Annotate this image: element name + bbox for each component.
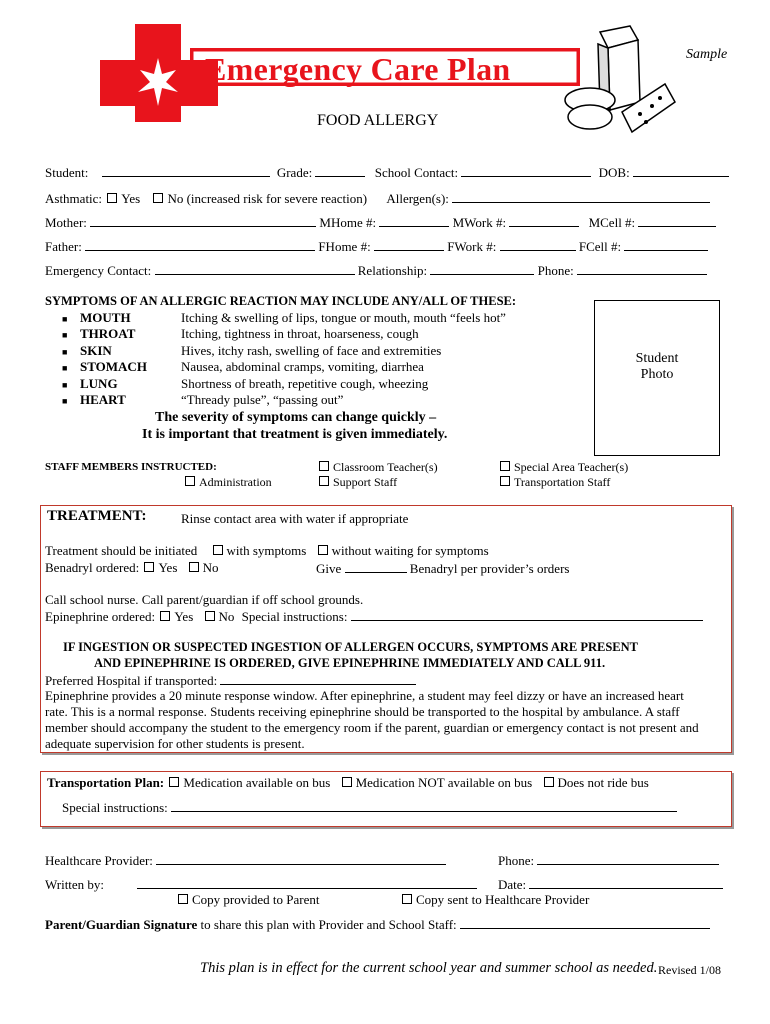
call-nurse-text: Call school nurse. Call parent/guardian if off school grounds.: [45, 592, 364, 607]
epinephrine-yes-checkbox[interactable]: [160, 611, 170, 621]
signature-field[interactable]: [460, 916, 710, 929]
provider-phone-row: Phone:: [498, 852, 719, 869]
severity-line-1: The severity of symptoms can change quickly –: [155, 410, 437, 425]
date-row: Date:: [498, 876, 723, 893]
revised-label: Revised 1/08: [658, 963, 721, 977]
father-field[interactable]: [85, 238, 315, 251]
epi-paragraph-1: Epinephrine provides a 20 minute response window. After epinephrine, a student may feel dizzy or have an increased heart: [45, 688, 684, 703]
symptom-desc: “Thready pulse”, “passing out”: [181, 392, 344, 407]
staff-classroom: Classroom Teacher(s): [317, 460, 438, 475]
epi-paragraph-2: rate. This is a normal response. Students receiving epinephrine should be transported to the hospital by ambulance. A staff: [45, 704, 680, 719]
copy-parent-checkbox[interactable]: [178, 894, 188, 904]
emergency-phone-field[interactable]: [577, 262, 707, 275]
copy-provider-checkbox[interactable]: [402, 894, 412, 904]
bullet-icon: ■: [62, 314, 68, 324]
epi-paragraph-3: member should accompany the student to the emergency room if the parent, guardian or emergency contact is not present and: [45, 720, 699, 735]
student-field[interactable]: [102, 164, 270, 177]
staff-transportation: Transportation Staff: [498, 475, 610, 490]
sample-label: Sample: [686, 47, 728, 62]
provider-phone-field[interactable]: [537, 852, 719, 865]
grade-field[interactable]: [315, 164, 365, 177]
asthmatic-no-checkbox[interactable]: [153, 193, 163, 203]
special-area-checkbox[interactable]: [500, 461, 510, 471]
benadryl-yes-checkbox[interactable]: [144, 562, 154, 572]
benadryl-row: Benadryl ordered: Yes No: [45, 560, 219, 575]
dob-field[interactable]: [633, 164, 729, 177]
symptom-desc: Itching, tightness in throat, hoarseness, cough: [181, 326, 419, 341]
no-ride-checkbox[interactable]: [544, 777, 554, 787]
food-clipart-icon: [560, 22, 680, 137]
fhome-field[interactable]: [374, 238, 444, 251]
transport-row: Transportation Plan: Medication available on bus Medication NOT available on bus Does not ride bus: [47, 775, 649, 790]
fcell-field[interactable]: [624, 238, 708, 251]
symptom-name: LUNG: [80, 376, 118, 391]
mcell-field[interactable]: [638, 214, 716, 227]
symptom-name: MOUTH: [80, 310, 131, 325]
admin-checkbox[interactable]: [185, 476, 195, 486]
benadryl-no-checkbox[interactable]: [189, 562, 199, 572]
school-contact-field[interactable]: [461, 164, 591, 177]
emergency-contact-row: Emergency Contact: Relationship: Phone:: [45, 262, 707, 279]
with-symptoms-checkbox[interactable]: [213, 545, 223, 555]
epinephrine-row: Epinephrine ordered: Yes No Special instructions:: [45, 608, 703, 625]
staff-support: Support Staff: [317, 475, 397, 490]
photo-label-1: Student: [635, 351, 679, 366]
treatment-heading: TREATMENT:: [47, 508, 147, 524]
copy-parent-row: Copy provided to Parent: [176, 892, 319, 908]
symptom-name: STOMACH: [80, 359, 147, 374]
bullet-icon: ■: [62, 380, 68, 390]
rinse-text: Rinse contact area with water if appropriate: [181, 511, 409, 526]
symptoms-heading: SYMPTOMS OF AN ALLERGIC REACTION MAY INCLUDE ANY/ALL OF THESE:: [45, 294, 517, 308]
med-available-checkbox[interactable]: [169, 777, 179, 787]
effect-note: This plan is in effect for the current school year and summer school as needed.: [200, 960, 658, 976]
transportation-checkbox[interactable]: [500, 476, 510, 486]
symptom-name: THROAT: [80, 326, 136, 341]
father-row: Father: FHome #: FWork #: FCell #:: [45, 238, 708, 255]
written-by-field[interactable]: [137, 876, 477, 889]
epinephrine-instructions-field[interactable]: [351, 608, 703, 621]
signature-row: Parent/Guardian Signature to share this plan with Provider and School Staff:: [45, 916, 710, 933]
classroom-checkbox[interactable]: [319, 461, 329, 471]
epinephrine-no-checkbox[interactable]: [205, 611, 215, 621]
symptom-desc: Itching & swelling of lips, tongue or mouth, mouth “feels hot”: [181, 310, 506, 325]
photo-label-2: Photo: [640, 367, 674, 382]
symptom-desc: Shortness of breath, repetitive cough, wheezing: [181, 376, 429, 391]
subtitle: FOOD ALLERGY: [317, 112, 439, 129]
bullet-icon: ■: [62, 363, 68, 373]
student-photo-box[interactable]: [594, 300, 720, 456]
support-checkbox[interactable]: [319, 476, 329, 486]
benadryl-dose-field[interactable]: [345, 560, 407, 573]
asthmatic-yes-checkbox[interactable]: [107, 193, 117, 203]
page-title: Emergency Care Plan: [205, 51, 511, 87]
hospital-row: Preferred Hospital if transported:: [45, 672, 416, 689]
give-row: Give Benadryl per provider’s orders: [316, 561, 570, 576]
provider-field[interactable]: [156, 852, 446, 865]
transport-instructions-field[interactable]: [171, 799, 677, 812]
mhome-field[interactable]: [379, 214, 449, 227]
symptom-desc: Hives, itchy rash, swelling of face and extremities: [181, 343, 442, 358]
mother-field[interactable]: [90, 214, 316, 227]
date-field[interactable]: [529, 876, 723, 889]
without-waiting-checkbox[interactable]: [318, 545, 328, 555]
student-row: Student: Grade: School Contact: DOB:: [45, 164, 729, 181]
initiated-row: Treatment should be initiated with symptoms without waiting for symptoms: [45, 543, 489, 558]
fwork-field[interactable]: [500, 238, 576, 251]
symptom-name: SKIN: [80, 343, 112, 358]
ingestion-line-1: IF INGESTION OR SUSPECTED INGESTION OF ALLERGEN OCCURS, SYMPTOMS ARE PRESENT: [63, 640, 638, 654]
severity-line-2: It is important that treatment is given immediately.: [142, 427, 448, 442]
epi-paragraph-4: adequate supervision for other students is present.: [45, 736, 305, 751]
emergency-contact-field[interactable]: [155, 262, 355, 275]
bullet-icon: ■: [62, 396, 68, 406]
staff-admin: Administration: [183, 475, 272, 490]
hospital-field[interactable]: [220, 672, 416, 685]
staff-special-area: Special Area Teacher(s): [498, 460, 628, 475]
allergens-field[interactable]: [452, 190, 710, 203]
bullet-icon: ■: [62, 330, 68, 340]
symptom-desc: Nausea, abdominal cramps, vomiting, diarrhea: [181, 359, 424, 374]
staff-heading: STAFF MEMBERS INSTRUCTED:: [45, 461, 217, 473]
symptom-name: HEART: [80, 392, 126, 407]
mother-row: Mother: MHome #: MWork #: MCell #:: [45, 214, 716, 231]
written-by-row: Written by:: [45, 876, 477, 893]
copy-provider-row: Copy sent to Healthcare Provider: [400, 892, 589, 908]
relationship-field[interactable]: [430, 262, 534, 275]
asthmatic-row: Asthmatic: Yes No (increased risk for severe reaction) Allergen(s):: [45, 190, 710, 207]
transport-instructions-row: Special instructions:: [62, 799, 677, 816]
ingestion-line-2: AND EPINEPHRINE IS ORDERED, GIVE EPINEPHRINE IMMEDIATELY AND CALL 911.: [94, 656, 606, 670]
mwork-field[interactable]: [509, 214, 579, 227]
bullet-icon: ■: [62, 347, 68, 357]
provider-row: Healthcare Provider:: [45, 852, 446, 869]
med-not-available-checkbox[interactable]: [342, 777, 352, 787]
